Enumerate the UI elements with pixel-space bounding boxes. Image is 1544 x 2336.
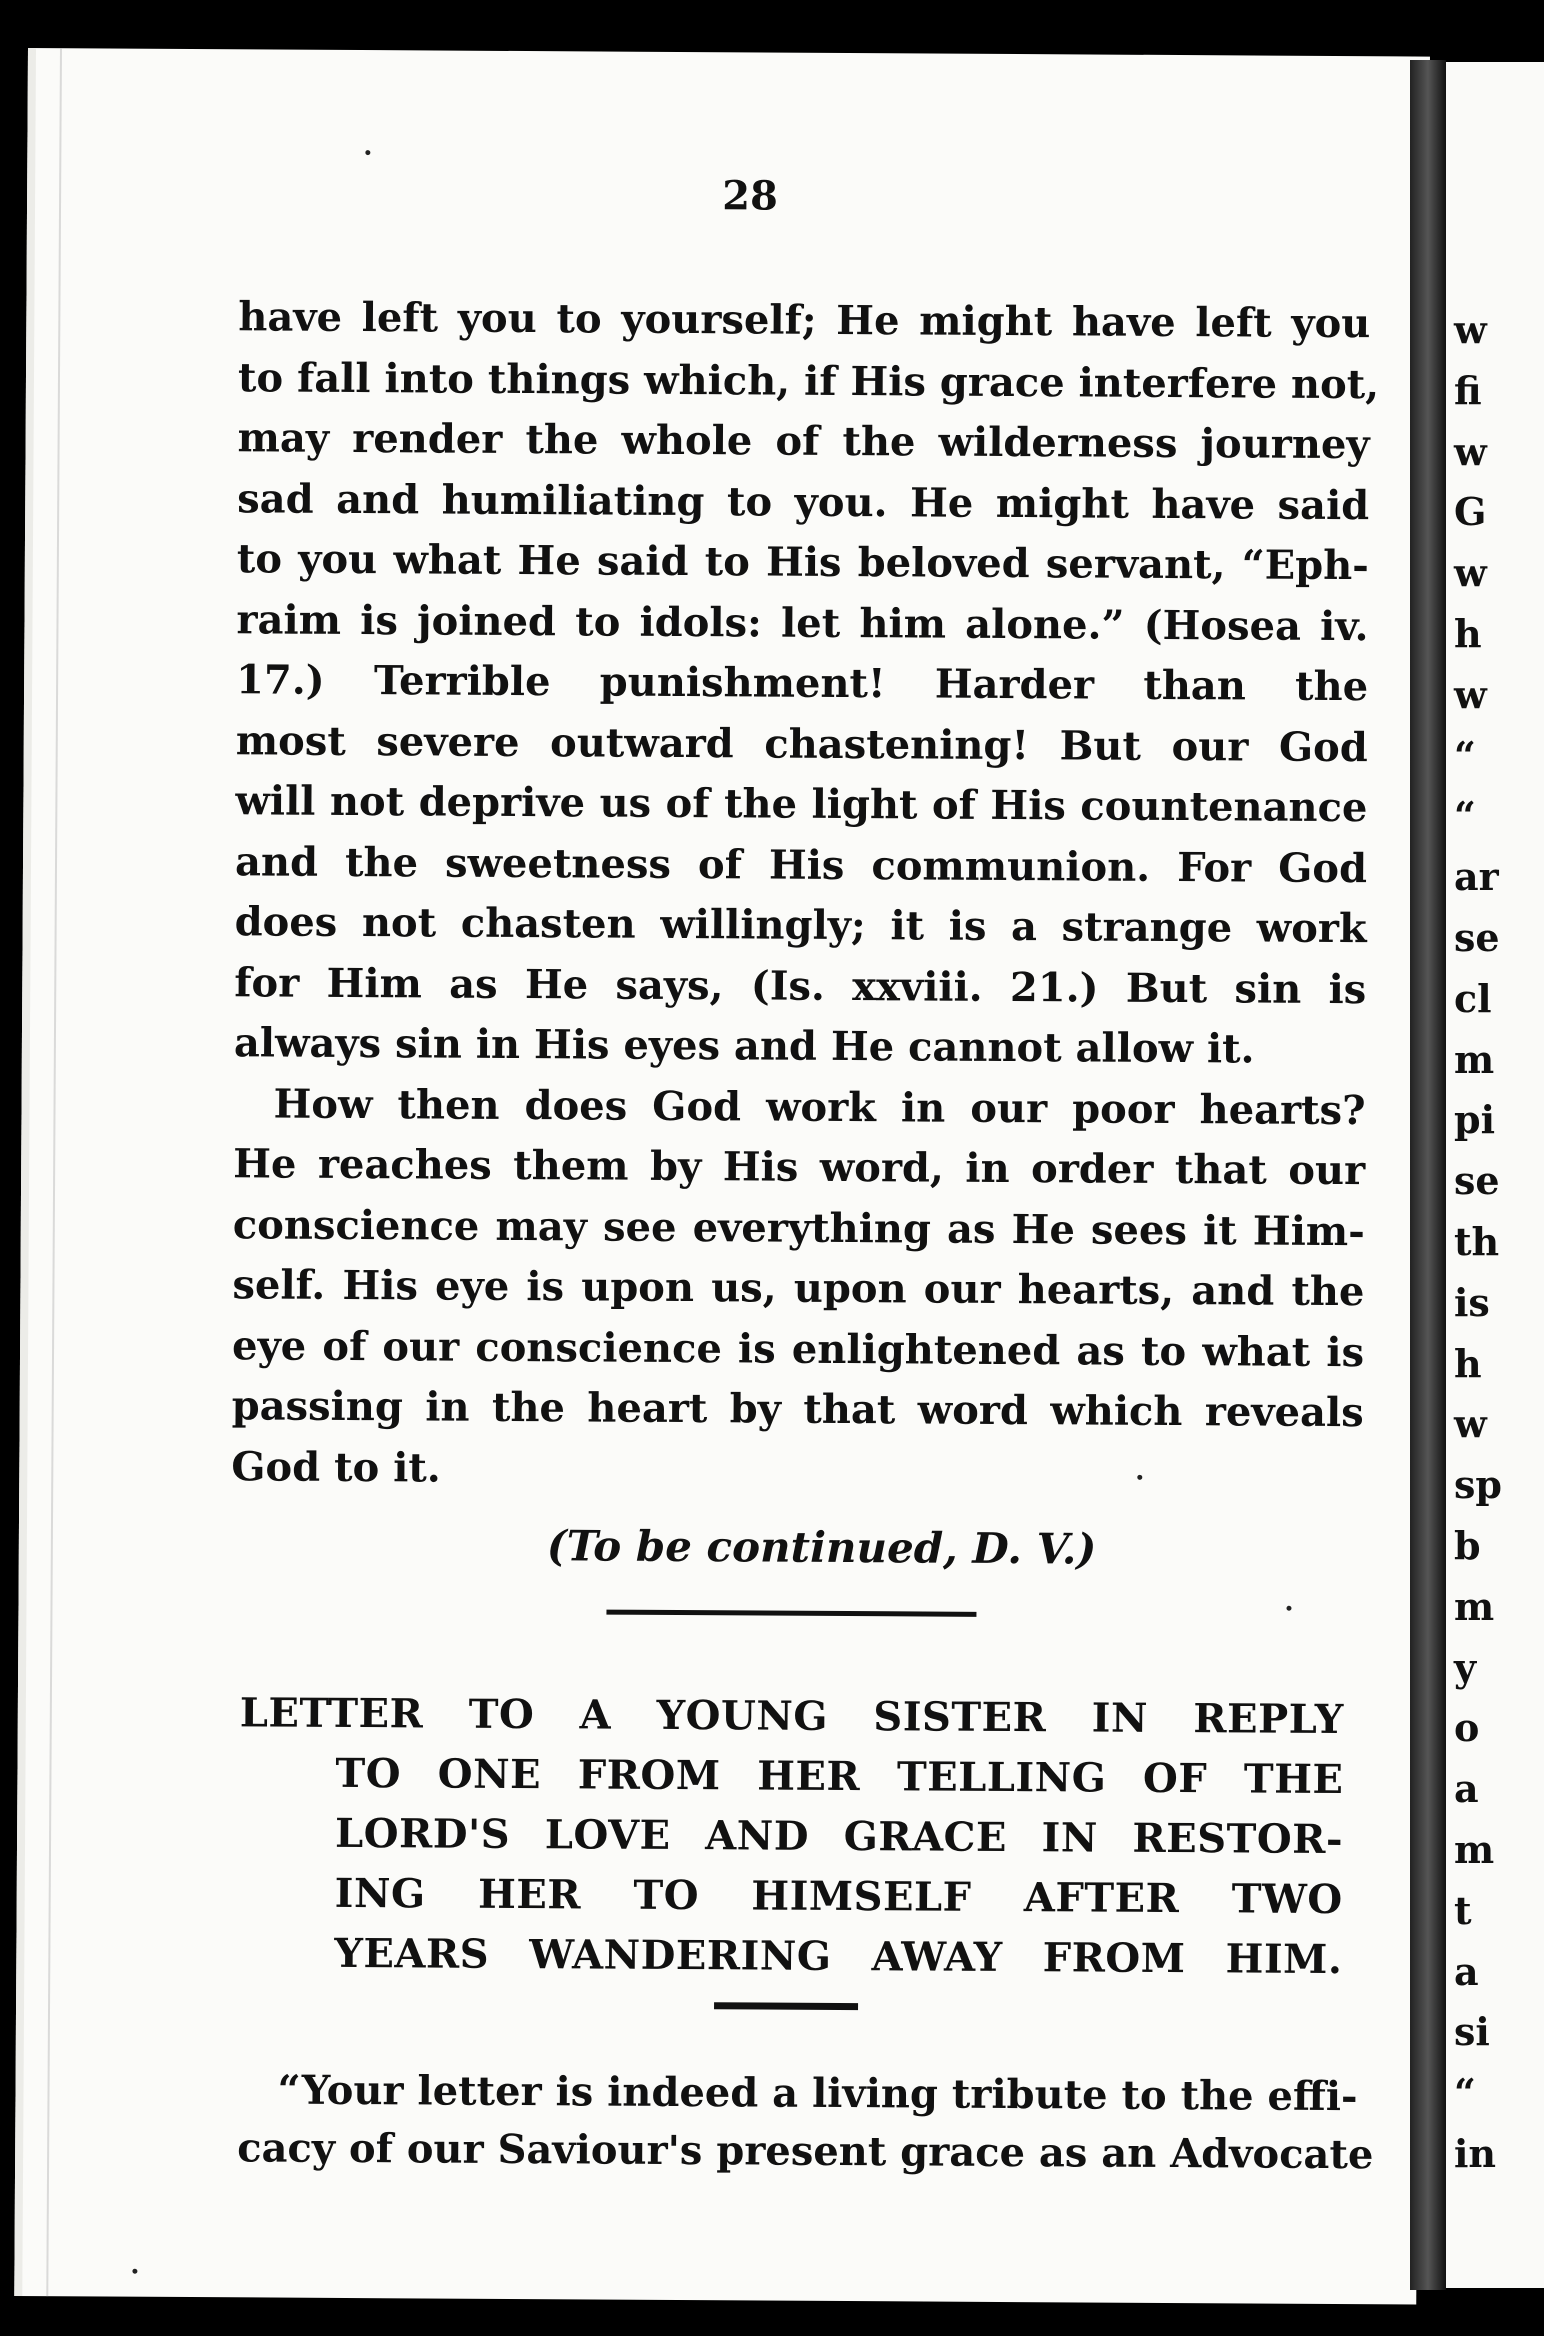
fragment: si [1454, 2009, 1490, 2055]
fragment: sp [1454, 1462, 1502, 1508]
heading-line: TO ONE FROM HER TELLING OF THE [335, 1749, 1344, 1804]
body-line: God to it. [231, 1442, 441, 1492]
body-line: may render the whole of the wilderness journey [237, 414, 1370, 469]
print-speck [1137, 1475, 1142, 1480]
fragment: se [1454, 914, 1500, 960]
fragment: m [1454, 1826, 1495, 1872]
print-speck [132, 2269, 137, 2274]
body-line: How then does God work in our poor hearts? [273, 1080, 1366, 1134]
fragment: “ [1454, 2070, 1476, 2116]
fragment: is [1454, 1279, 1490, 1325]
letter-line: “Your letter is indeed a living tribute to the effi- [277, 2066, 1358, 2121]
body-text [231, 287, 1380, 1504]
fragment: t [1454, 1887, 1472, 1933]
body-line: He reaches them by His word, in order that our [233, 1140, 1366, 1195]
body-line: sad and humiliating to you. He might have said [237, 474, 1370, 529]
body-line: conscience may see everything as He sees it Him- [232, 1200, 1365, 1255]
print-speck [1286, 1606, 1291, 1611]
fragment: fi [1454, 367, 1482, 413]
body-line: and the sweetness of His communion. For God [234, 837, 1368, 892]
fragment: b [1454, 1522, 1481, 1568]
fragment: ar [1454, 854, 1499, 900]
fragment: G [1454, 489, 1487, 535]
heading-line: LORD'S LOVE AND GRACE IN RESTOR- [334, 1809, 1344, 1864]
fragment: m [1454, 1036, 1495, 1082]
fragment: in [1454, 2130, 1497, 2176]
to-be-continued-note: (To be continued, D. V.) [546, 1521, 1097, 1574]
fragment: “ [1454, 793, 1476, 839]
fragment: w [1454, 550, 1487, 596]
fragment: m [1454, 1583, 1495, 1629]
body-line: 17.) Terrible punishment! Harder than the [236, 656, 1369, 711]
fragment: “ [1454, 732, 1476, 778]
body-line: to fall into things which, if His grace interfere not, [237, 353, 1380, 408]
body-line: self. His eye is upon us, upon our hearts, and the [232, 1261, 1365, 1316]
body-line: have left you to yourself; He might have left you [238, 293, 1371, 348]
letter-text [237, 2061, 1374, 2184]
book-page [14, 48, 1430, 2305]
fragment: h [1454, 610, 1482, 656]
fragment: a [1454, 1948, 1479, 1994]
section-divider-long [606, 1610, 976, 1617]
fragment: pi [1454, 1097, 1496, 1143]
fragment: w [1454, 1401, 1487, 1447]
fragment: o [1454, 1705, 1480, 1751]
fragment: y [1454, 1644, 1477, 1690]
body-line: most severe outward chastening! But our God [235, 716, 1368, 771]
fragment: cl [1454, 975, 1492, 1021]
fragment: w [1454, 307, 1487, 352]
heading-line: ING HER TO HIMSELF AFTER TWO [334, 1869, 1343, 1924]
body-line: will not deprive us of the light of His countenance [235, 777, 1368, 832]
facing-page-edge [1446, 62, 1544, 2288]
fragment: w [1454, 428, 1487, 474]
body-line: always sin in His eyes and He cannot allow it. [233, 1019, 1255, 1073]
heading-line: LETTER TO A YOUNG SISTER IN REPLY [239, 1689, 1344, 1744]
section-divider-short [714, 2002, 858, 2010]
facing-page-fragments [1454, 300, 1502, 2185]
body-line: passing in the heart by that word which reveals [231, 1382, 1364, 1437]
body-line: for Him as He says, (Is. xxviii. 21.) But sin is [234, 958, 1367, 1013]
book-gutter [1410, 60, 1446, 2290]
fragment: th [1454, 1218, 1500, 1264]
body-line: eye of our conscience is enlightened as to what is [231, 1321, 1365, 1376]
body-line: does not chasten willingly; it is a strange work [234, 898, 1367, 953]
letter-heading [238, 1683, 1344, 1990]
fragment: w [1454, 671, 1487, 717]
print-speck [365, 150, 370, 155]
body-line: raim is joined to idols: let him alone.” (Hosea iv. [236, 595, 1369, 650]
fragment: h [1454, 1340, 1482, 1386]
heading-line: YEARS WANDERING AWAY FROM HIM. [334, 1929, 1343, 1984]
body-line: to you what He said to His beloved servant, “Eph- [236, 535, 1370, 590]
fragment: a [1454, 1766, 1479, 1812]
fragment: se [1454, 1158, 1500, 1204]
letter-line: cacy of our Saviour's present grace as an Advocate [237, 2124, 1374, 2179]
page-number: 28 [722, 172, 779, 220]
